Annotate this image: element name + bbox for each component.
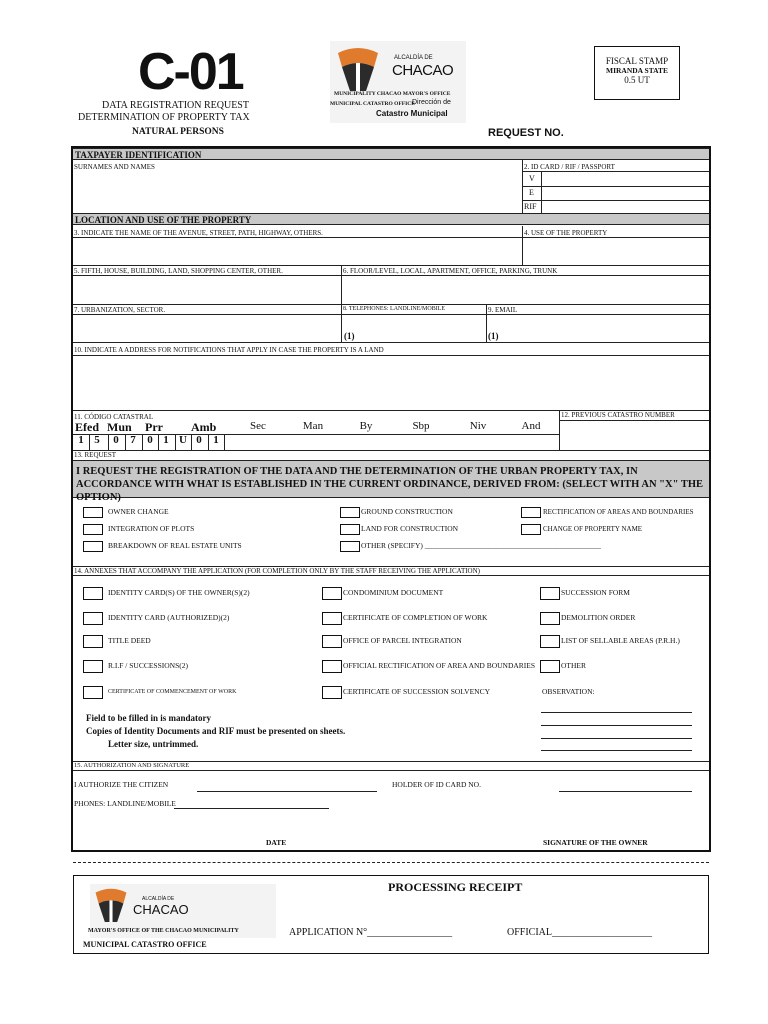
field-12-label: 12. PREVIOUS CATASTRO NUMBER <box>561 411 675 419</box>
annex-c2-checkbox-3[interactable] <box>322 660 342 673</box>
annex-c1-checkbox-1[interactable] <box>83 612 103 625</box>
request-no-label: REQUEST NO. <box>488 127 564 139</box>
property-use-input[interactable] <box>523 238 709 265</box>
codigo-divider <box>191 434 192 450</box>
receipt-logo-big: CHACAO <box>133 902 189 917</box>
codigo-divider <box>125 434 126 450</box>
codigo-divider <box>158 434 159 450</box>
cut-line <box>73 862 709 863</box>
catastro-office-label: MUNICIPAL CATASTRO OFFICE <box>330 101 415 107</box>
codigo-prr: Prr <box>145 420 163 434</box>
building-input[interactable] <box>73 276 341 304</box>
field-3-label: 3. INDICATE THE NAME OF THE AVENUE, STREET, PATH, HIGHWAY, OTHERS. <box>74 229 323 237</box>
codigo-digit-6[interactable]: U <box>179 434 187 446</box>
surnames-input[interactable] <box>73 170 522 213</box>
notification-address-input[interactable] <box>73 356 709 409</box>
codigo-niv: Niv <box>469 420 487 432</box>
annex-c1-label-0: IDENTITY CARD(S) OF THE OWNER(S)(2) <box>108 588 250 597</box>
annex-c1-label-4: CERTIFICATE OF COMMENCEMENT OF WORK <box>108 689 237 695</box>
codigo-divider <box>142 434 143 450</box>
codigo-digit-3[interactable]: 7 <box>130 434 136 446</box>
field-15-label: 15. AUTHORIZATION AND SIGNATURE <box>74 762 190 769</box>
annex-c3-checkbox-0[interactable] <box>540 587 560 600</box>
annex-c2-label-3: OFFICIAL RECTIFICATION OF AREA AND BOUNDARIES <box>343 661 536 670</box>
phones-label: PHONES: LANDLINE/MOBILE <box>74 799 176 808</box>
date-label: DATE <box>266 838 287 847</box>
urbanization-input[interactable] <box>73 315 341 342</box>
logo-small-text: ALCALDÍA DE <box>394 55 433 61</box>
annex-c3-label-1: DEMOLITION ORDER <box>561 613 636 622</box>
codigo-and: And <box>521 420 541 432</box>
codigo-digit-5[interactable]: 1 <box>163 434 169 446</box>
codigo-sbp: Sbp <box>412 420 430 432</box>
change-name-checkbox[interactable] <box>521 524 541 535</box>
codigo-digit-row <box>73 434 559 450</box>
owner-change-checkbox[interactable] <box>83 507 103 518</box>
land-construction-label: LAND FOR CONSTRUCTION <box>361 524 459 533</box>
change-name-label: CHANGE OF PROPERTY NAME <box>543 525 643 533</box>
request-statement-text: I REQUEST THE REGISTRATION OF THE DATA AND THE DETERMINATION OF THE URBAN PROPERTY TAX, IN ACCORDANCE WITH WHAT IS ESTABLISHED IN THE CURRENT ORDINANCE, DERIVED FROM: (SELECT WITH AN "X" THE OPTION) <box>76 466 704 503</box>
receipt-office-label: MUNICIPAL CATASTRO OFFICE <box>83 940 207 949</box>
mandatory-note: Field to be filled in is mandatory <box>86 713 212 723</box>
copies-note: Copies of Identity Documents and RIF must be presented on sheets. <box>86 726 346 736</box>
field-7-label: 7. URBANIZATION, SECTOR. <box>74 306 166 314</box>
ut-label: 0.5 UT <box>624 75 650 85</box>
id-rif-input[interactable] <box>542 201 709 213</box>
other-specify-label: OTHER (SPECIFY) _______________________________________________ <box>361 541 602 550</box>
letter-size-note: Letter size, untrimmed. <box>108 739 199 749</box>
codigo-mun: Mun <box>107 420 132 434</box>
signature-label: SIGNATURE OF THE OWNER <box>543 838 648 847</box>
observation-line-3[interactable] <box>541 738 692 739</box>
id-v-label: V <box>529 174 535 183</box>
ground-construction-checkbox[interactable] <box>340 507 360 518</box>
field-9-label: 9. EMAIL <box>488 306 518 314</box>
field-14-label: 14. ANNEXES THAT ACCOMPANY THE APPLICATION (FOR COMPLETION ONLY BY THE STAFF RECEIVING THE APPLICATION) <box>74 567 481 575</box>
surnames-label: SURNAMES AND NAMES <box>74 163 155 171</box>
codigo-digit-7[interactable]: 0 <box>196 434 202 446</box>
form-code: C-01 <box>138 43 243 101</box>
official-field[interactable]: OFFICIAL____________________ <box>507 927 653 938</box>
codigo-digit-0[interactable]: 1 <box>78 434 84 446</box>
codigo-header-row <box>73 420 559 434</box>
annex-c2-checkbox-0[interactable] <box>322 587 342 600</box>
annex-c3-checkbox-2[interactable] <box>540 635 560 648</box>
receipt-title: PROCESSING RECEIPT <box>388 880 523 894</box>
annex-c1-label-3: R.I.F / SUCCESSIONS(2) <box>108 661 189 670</box>
annex-c1-checkbox-3[interactable] <box>83 660 103 673</box>
phone-input[interactable] <box>342 315 486 342</box>
annex-c1-checkbox-0[interactable] <box>83 587 103 600</box>
annex-c2-label-1: CERTIFICATE OF COMPLETION OF WORK <box>343 613 488 622</box>
id-rif-label: RIF <box>524 202 537 211</box>
email-input[interactable] <box>487 315 709 342</box>
field-13-label: 13. REQUEST <box>74 451 116 459</box>
previous-catastro-input[interactable] <box>560 421 709 449</box>
phones-field[interactable] <box>174 808 329 809</box>
codigo-divider <box>175 434 176 450</box>
id-card-label: 2. ID CARD / RIF / PASSPORT <box>524 163 615 171</box>
location-section-header: LOCATION AND USE OF THE PROPERTY <box>73 213 709 225</box>
land-construction-checkbox[interactable] <box>340 524 360 535</box>
annex-c2-label-4: CERTIFICATE OF SUCCESSION SOLVENCY <box>343 687 491 696</box>
codigo-divider <box>208 434 209 450</box>
rectification-label: RECTIFICATION OF AREAS AND BOUNDARIES <box>543 508 694 516</box>
field-5-label: 5. FIFTH, HOUSE, BUILDING, LAND, SHOPPING CENTER, OTHER. <box>74 267 283 275</box>
owner-change-label: OWNER CHANGE <box>108 507 169 516</box>
receipt-mayor-label: MAYOR'S OFFICE OF THE CHACAO MUNICIPALITY <box>88 928 239 934</box>
annex-c3-checkbox-3[interactable] <box>540 660 560 673</box>
codigo-sec: Sec <box>250 420 266 432</box>
form-title-line2: DETERMINATION OF PROPERTY TAX <box>78 112 250 123</box>
annex-c2-checkbox-2[interactable] <box>322 635 342 648</box>
codigo-divider <box>224 434 225 450</box>
fiscal-stamp-box <box>594 46 680 100</box>
annex-c3-checkbox-1[interactable] <box>540 612 560 625</box>
codigo-digit-1[interactable]: 5 <box>94 434 100 446</box>
annex-c3-label-2: LIST OF SELLABLE AREAS (P.R.H.) <box>561 636 680 645</box>
annex-c1-label-2: TITLE DEED <box>108 636 151 645</box>
codigo-efed: Efed <box>75 420 99 434</box>
annex-c3-label-3: OTHER <box>561 661 586 670</box>
observation-line-1[interactable] <box>541 712 692 713</box>
observation-line-2[interactable] <box>541 725 692 726</box>
email-prefix: (1) <box>488 331 499 341</box>
fiscal-stamp-label: FISCAL STAMP <box>605 56 669 66</box>
observation-label: OBSERVATION: <box>542 687 595 696</box>
catastro-municipal-label: Catastro Municipal <box>376 109 448 118</box>
floor-input[interactable] <box>342 276 709 304</box>
phone-prefix: (1) <box>344 331 355 341</box>
chacao-emblem-icon <box>336 45 380 93</box>
codigo-divider <box>108 434 109 450</box>
rectification-checkbox[interactable] <box>521 507 541 518</box>
field-6-label: 6. FLOOR/LEVEL, LOCAL, APARTMENT, OFFICE, PARKING, TRUNK <box>343 267 558 275</box>
codigo-amb: Amb <box>191 420 217 434</box>
taxpayer-section-header: TAXPAYER IDENTIFICATION <box>73 148 709 160</box>
logo-big-text: CHACAO <box>392 62 454 79</box>
integration-label: INTEGRATION OF PLOTS <box>108 524 195 533</box>
chacao-logo <box>330 41 466 123</box>
annex-c2-label-0: CONDOMINIUM DOCUMENT <box>343 588 444 597</box>
miranda-state-label: MIRANDA STATE <box>605 66 669 75</box>
annex-c2-label-2: OFFICE OF PARCEL INTEGRATION <box>343 636 462 645</box>
annex-c1-checkbox-2[interactable] <box>83 635 103 648</box>
id-v-input[interactable] <box>542 172 709 185</box>
street-input[interactable] <box>73 238 522 265</box>
direccion-label: Dirección de <box>412 99 451 106</box>
codigo-digit-8[interactable]: 1 <box>213 434 219 446</box>
codigo-by: By <box>359 420 373 432</box>
codigo-divider <box>89 434 90 450</box>
annex-c1-label-1: IDENTITY CARD (AUTHORIZED)(2) <box>108 613 230 622</box>
chacao-emblem-icon <box>94 886 128 924</box>
mayor-office-label: MUNICIPALITY CHACAO MAYOR'S OFFICE <box>334 91 451 97</box>
breakdown-label: BREAKDOWN OF REAL ESTATE UNITS <box>108 541 242 550</box>
authorize-label: I AUTHORIZE THE CITIZEN <box>74 780 169 789</box>
observation-line-4[interactable] <box>541 750 692 751</box>
form-title-line1: DATA REGISTRATION REQUEST <box>102 100 249 111</box>
breakdown-checkbox[interactable] <box>83 541 103 552</box>
codigo-man: Man <box>302 420 324 432</box>
codigo-digit-4[interactable]: 0 <box>147 434 153 446</box>
authorized-citizen-field[interactable] <box>197 791 377 792</box>
annex-c2-checkbox-4[interactable] <box>322 686 342 699</box>
annex-c3-label-0: SUCCESSION FORM <box>561 588 630 597</box>
natural-persons: NATURAL PERSONS <box>132 127 224 137</box>
integration-checkbox[interactable] <box>83 524 103 535</box>
annex-c1-checkbox-4[interactable] <box>83 686 103 699</box>
request-statement <box>73 460 709 503</box>
codigo-digit-2[interactable]: 0 <box>113 434 119 446</box>
holder-label: HOLDER OF ID CARD NO. <box>392 780 481 789</box>
field-4-label: 4. USE OF THE PROPERTY <box>524 229 608 237</box>
id-e-label: E <box>529 188 534 197</box>
ground-construction-label: GROUND CONSTRUCTION <box>361 507 453 516</box>
other-specify-checkbox[interactable] <box>340 541 360 552</box>
annex-c2-checkbox-1[interactable] <box>322 612 342 625</box>
field-10-label: 10. INDICATE A ADDRESS FOR NOTIFICATIONS THAT APPLY IN CASE THE PROPERTY IS A LAND <box>74 346 384 354</box>
holder-id-field[interactable] <box>559 791 692 792</box>
field-8-label: 8. TELEPHONES: LANDLINE/MOBILE <box>343 306 446 312</box>
id-e-input[interactable] <box>542 187 709 199</box>
field-11-label: 11. CÓDIGO CATASTRAL <box>74 413 154 421</box>
receipt-logo-small: ALCALDÍA DE <box>142 896 175 902</box>
application-number-field[interactable]: APPLICATION N°_________________ <box>289 927 453 938</box>
